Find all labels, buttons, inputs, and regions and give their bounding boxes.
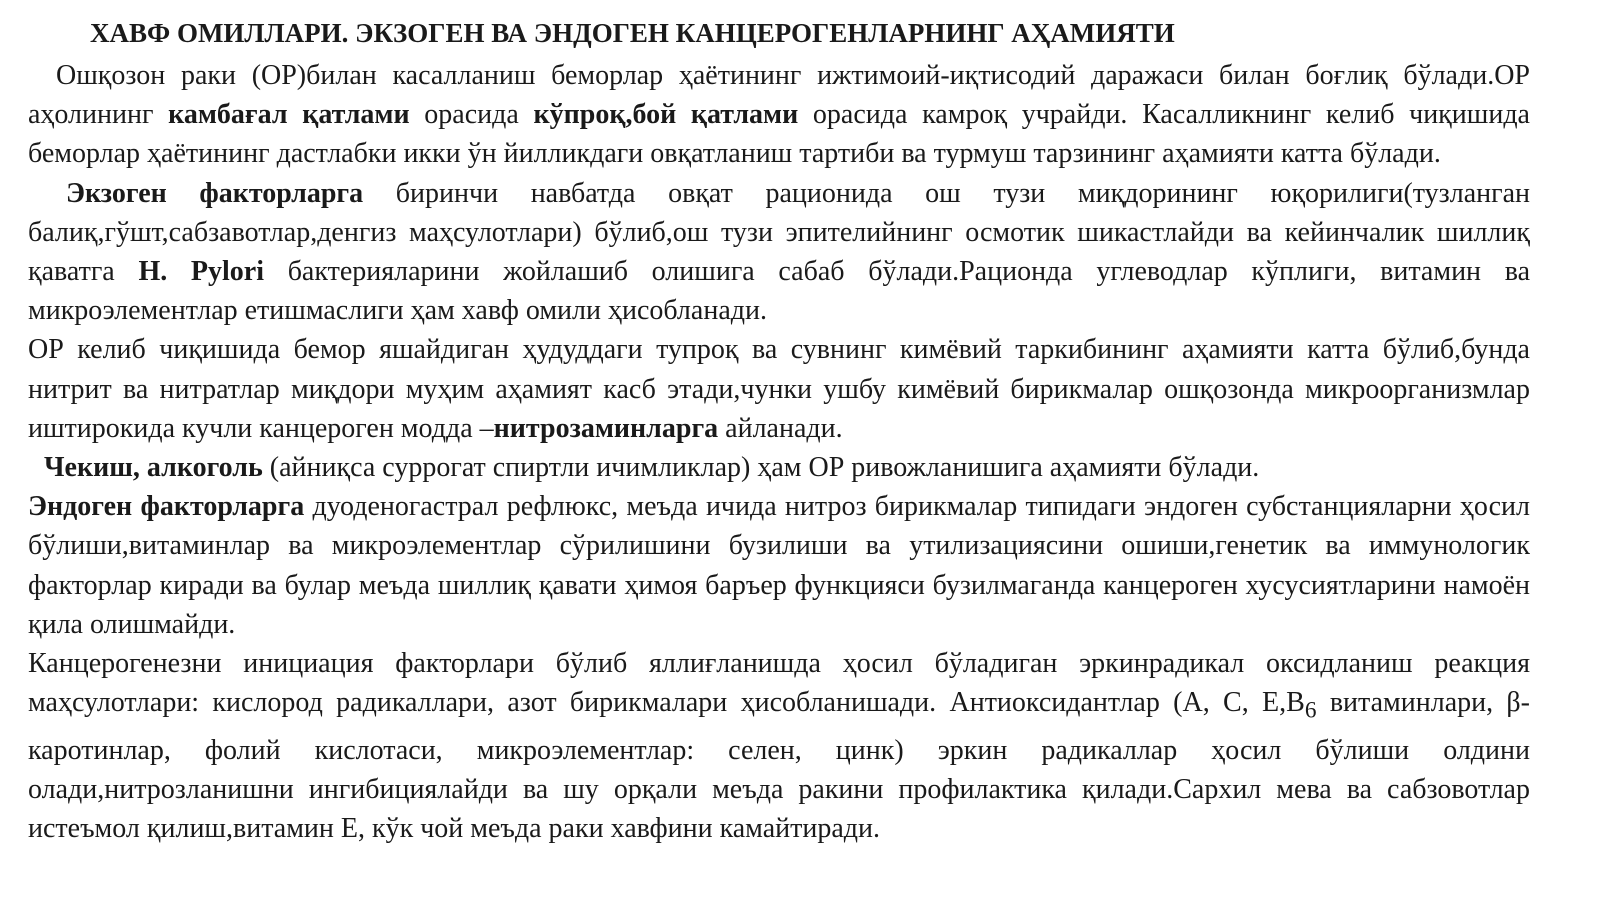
bold-term-nitrosamines: нитрозаминларга (493, 412, 719, 444)
bold-term-poor-layer: камбағал қатлами (168, 99, 410, 131)
paragraph-text: орасида (409, 99, 534, 131)
paragraph-text: витаминлари, β-каротинлар, фолий кислотаси, микроэлементлар: селен, цинк) эркин радикаллар ҳосил бўлиши олдини олади,нитрозланишни ингибициялайди ва шу орқали меъда ракини профилактика қилади.Сархил мева ва сабзовотлар истеъмол қилиш,витамин Е, кўк чой меъда раки хавфини камайтиради. (28, 687, 1531, 845)
document-title: ХАВФ ОМИЛЛАРИ. ЭКЗОГЕН ВА ЭНДОГЕН КАНЦЕРОГЕНЛАРНИНГ АҲАМИЯТИ (90, 18, 1175, 48)
paragraph-carcinogenesis (28, 644, 1530, 849)
paragraph-text: дуоденогастрал рефлюкс, меъда ичида нитроз бирикмалар типидаги эндоген субстанцияларни ҳосил бўлиши,витаминлар ва микроэлементлар сўрилишини бузилиши ва утилизациясини ошиши,генетик ва иммунологик факторлар киради ва булар меъда шиллиқ қавати ҳимоя баръер функцияси бузилмаганда канцероген хусусиятларини намоён қила олишмайди. (28, 491, 1530, 640)
paragraph-exogenous-factors (28, 174, 1530, 331)
paragraph-social-factors (28, 56, 1530, 174)
paragraph-text: бактерияларини жойлашиб олишига сабаб бўлади.Рационда углеводлар кўплиги, витамин ва микроэлементлар етишмаслиги ҳам хавф омили ҳисобланади. (28, 256, 1531, 327)
document-page (28, 10, 1530, 849)
paragraph-text: орасида камроқ учрайди. Касалликнинг келиб чиқишида беморлар ҳаётининг дастлабки икки ўн йилликдаги овқатланиш тартиби ва турмуш тарзининг аҳамияти катта бўлади. (28, 99, 1530, 170)
paragraph-text: Канцерогенезни инициация факторлари бўлиб яллиғланишда ҳосил бўладиган эркинрадикал оксидланиш реакция маҳсулотлари: кислород радикаллари, азот бирикмалари ҳисобланишади. Антиоксидантлар (А, С, Е,В (28, 648, 1530, 719)
paragraph-text: Ошқозон раки (ОР)билан касалланиш беморлар ҳаётининг ижтимоий-иқтисодий даражаси билан боғлиқ бўлади.ОР аҳолининг (28, 60, 1530, 131)
bold-term-h-pylori: H. Pylori (138, 256, 264, 288)
paragraph-text: айланади. (718, 412, 843, 444)
paragraph-text: (айниқса суррогат спиртли ичимликлар) ҳам ОР ривожланишига аҳамияти бўлади. (262, 452, 1260, 484)
paragraph-endogenous-factors (28, 487, 1530, 644)
bold-term-smoking-alcohol: Чекиш, алкоголь (44, 452, 263, 484)
paragraph-text: ОР келиб чиқишида бемор яшайдиган ҳудуддаги тупроқ ва сувнинг кимёвий таркибининг аҳамияти катта бўлиб,бунда нитрит ва нитратлар миқдори муҳим аҳамият касб этади,чунки ушбу кимёвий бирикмалар ошқозонда микроорганизмлар иштирокида кучли канцероген модда – (28, 334, 1530, 444)
paragraph-smoking-alcohol (28, 448, 1530, 487)
paragraph-text: биринчи навбатда овқат рационида ош тузи миқдорининг юқорилиги(тузланган балиқ,гўшт,сабзавотлар,денгиз маҳсулотлари) бўлиб,ош тузи эпителийнинг осмотик шикастлайди ва кейинчалик шиллиқ қаватга (28, 177, 1531, 288)
subscript-six: 6 (1304, 697, 1317, 724)
bold-term-rich-layer: кўпроқ,бой қатлами (533, 99, 799, 131)
bold-term-exogenous: Экзоген факторларга (66, 177, 364, 209)
paragraph-soil-water (28, 330, 1530, 448)
bold-term-endogenous: Эндоген факторларга (28, 491, 305, 523)
